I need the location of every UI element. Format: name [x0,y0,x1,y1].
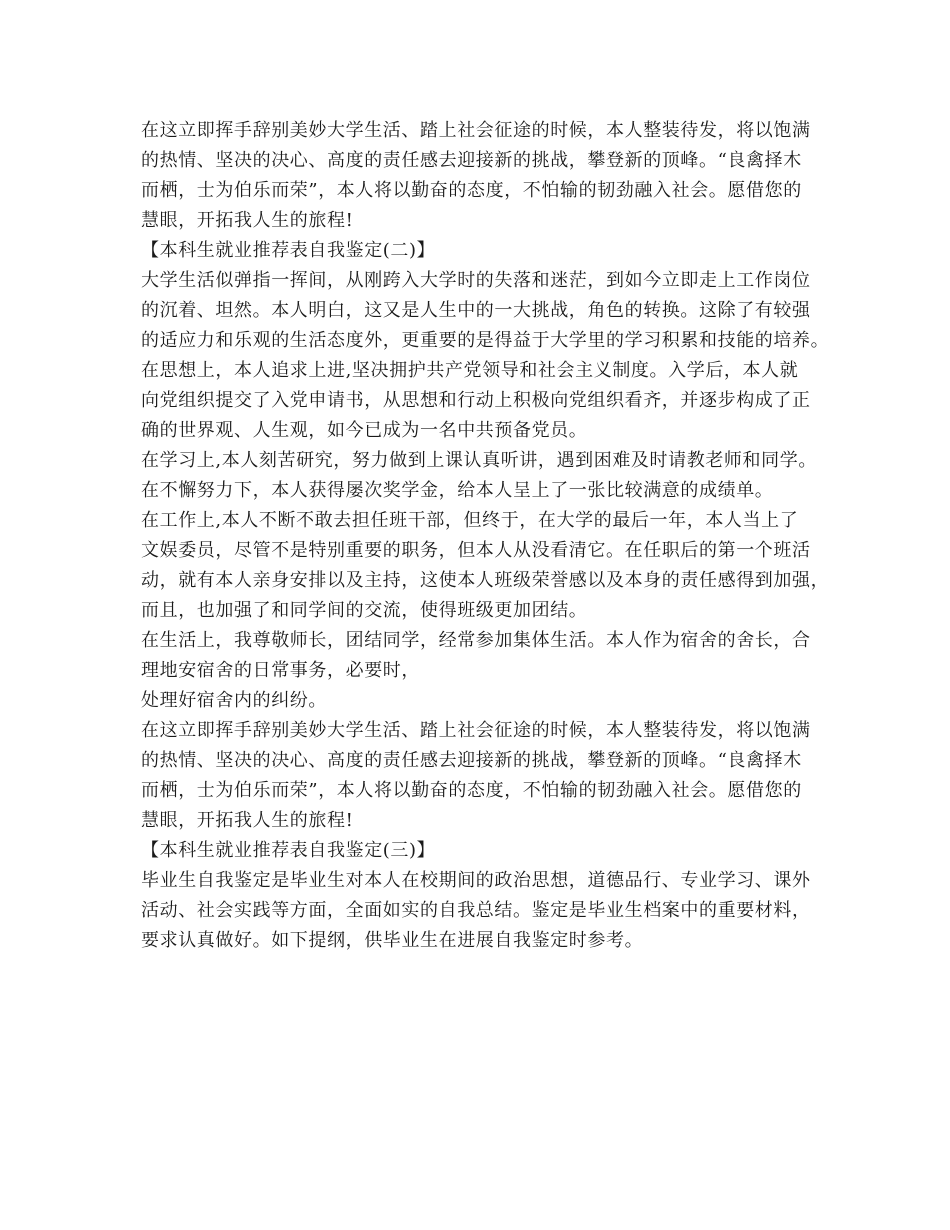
text-line: 处理好宿舍内的纠纷。 [141,690,327,711]
text-line: 毕业生自我鉴定是毕业生对本人在校期间的政治思想，道德品行、专业学习、课外 [141,870,811,891]
text-line: 的沉着、坦然。本人明白，这又是人生中的一大挑战，角色的转换。这除了有较强 [141,300,811,321]
text-line: 大学生活似弹指一挥间，从刚跨入大学时的失落和迷茫，到如今立即走上工作岗位 [141,270,811,291]
text-line: 的热情、坚决的决心、高度的责任感去迎接新的挑战，攀登新的顶峰。“良禽择木 [141,150,802,171]
text-line: 慧眼，开拓我人生的旅程! [141,210,354,231]
text-line: 而栖，士为伯乐而荣”，本人将以勤奋的态度，不怕输的韧劲融入社会。愿借您的 [141,780,802,801]
text-line: 理地安宿舍的日常事务，必要时， [141,660,420,681]
text-line: 的热情、坚决的决心、高度的责任感去迎接新的挑战，攀登新的顶峰。“良禽择木 [141,750,802,771]
text-line: 慧眼，开拓我人生的旅程! [141,810,354,831]
text-line: 而栖，士为伯乐而荣”，本人将以勤奋的态度，不怕输的韧劲融入社会。愿借您的 [141,180,802,201]
text-line: 在思想上，本人追求上进,坚决拥护共产党领导和社会主义制度。入学后，本人就 [141,360,799,381]
text-line: 在学习上,本人刻苦研究，努力做到上课认真听讲，遇到困难及时请教老师和同学。 [141,450,817,471]
text-line: 的适应力和乐观的生活态度外，更重要的是得益于大学里的学习积累和技能的培养。 [141,330,830,351]
text-line: 在这立即挥手辞别美妙大学生活、踏上社会征途的时候，本人整装待发，将以饱满 [141,720,811,741]
section-heading: 【本科生就业推荐表自我鉴定(三)】 [141,840,436,861]
text-line: 在工作上,本人不断不敢去担任班干部，但终于，在大学的最后一年，本人当上了 [141,510,799,531]
text-line: 向党组织提交了入党申请书，从思想和行动上积极向党组织看齐，并逐步构成了正 [141,390,811,411]
text-line: 要求认真做好。如下提纲，供毕业生在进展自我鉴定时参考。 [141,930,644,951]
text-line: 文娱委员，尽管不是特别重要的职务，但本人从没看清它。在任职后的第一个班活 [141,540,811,561]
text-line: 在生活上，我尊敬师长，团结同学，经常参加集体生活。本人作为宿舍的舍长，合 [141,630,811,651]
text-line: 在不懈努力下，本人获得屡次奖学金，给本人呈上了一张比较满意的成绩单。 [141,480,774,501]
text-line: 活动、社会实践等方面，全面如实的自我总结。鉴定是毕业生档案中的重要材料， [141,900,811,921]
section-heading: 【本科生就业推荐表自我鉴定(二)】 [141,240,436,261]
document-body [141,116,830,956]
text-line: 在这立即挥手辞别美妙大学生活、踏上社会征途的时候，本人整装待发，将以饱满 [141,120,811,141]
text-line: 动，就有本人亲身安排以及主持，这使本人班级荣誉感以及本身的责任感得到加强， [141,570,830,591]
text-line: 确的世界观、人生观，如今已成为一名中共预备党员。 [141,420,588,441]
text-line: 而且，也加强了和同学间的交流，使得班级更加团结。 [141,600,588,621]
